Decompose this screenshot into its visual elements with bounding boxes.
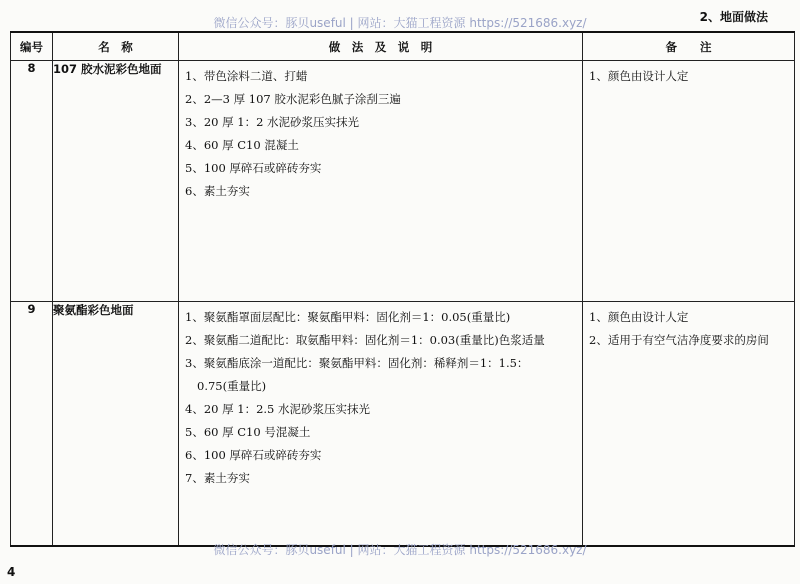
col-header-name: 名 称 (53, 32, 179, 61)
row-number: 9 (11, 302, 53, 547)
method-line: 4、20 厚 1：2.5 水泥砂浆压实抹光 (185, 402, 371, 416)
method-line: 0.75(重量比) (197, 379, 267, 393)
method-line: 3、20 厚 1：2 水泥砂浆压实抹光 (185, 115, 360, 129)
method-line: 6、素土夯实 (185, 184, 250, 198)
method-line: 5、100 厚碎石或碎砖夯实 (185, 161, 322, 175)
watermark-top: 微信公众号：豚贝useful | 网站：大猫工程资源 https://521686.xyz/ (213, 16, 587, 30)
note-line: 2、适用于有空气洁净度要求的房间 (589, 333, 769, 347)
notes-cell (583, 61, 795, 302)
method-line: 5、60 厚 C10 号混凝土 (185, 425, 311, 439)
method-line: 7、素土夯实 (185, 471, 250, 485)
table-row (11, 302, 795, 547)
col-header-method: 做 法 及 说 明 (179, 32, 583, 61)
notes-cell (583, 302, 795, 547)
row-name: 107 胶水泥彩色地面 (53, 61, 179, 302)
col-header-number: 编号 (11, 32, 53, 61)
page-number: 4 (7, 565, 16, 579)
method-line: 4、60 厚 C10 混凝土 (185, 138, 299, 152)
method-line: 1、聚氨酯罩面层配比：聚氨酯甲料：固化剂＝1：0.05(重量比) (185, 310, 511, 324)
method-cell (179, 61, 583, 302)
method-line: 1、带色涂料二道、打蜡 (185, 69, 308, 83)
method-line: 2、聚氨酯二道配比：取氨酯甲料：固化剂＝1：0.03(重量比)色浆适量 (185, 333, 545, 347)
method-cell (179, 302, 583, 547)
method-line: 6、100 厚碎石或碎砖夯实 (185, 448, 322, 462)
section-title: 2、地面做法 (699, 10, 768, 24)
note-line: 1、颜色由设计人定 (589, 69, 689, 83)
note-line: 1、颜色由设计人定 (589, 310, 689, 324)
construction-table (10, 31, 795, 547)
method-line: 2、2—3 厚 107 胶水泥彩色腻子涂刮三遍 (185, 92, 401, 106)
table-header-row (11, 32, 795, 61)
method-line: 3、聚氨酯底涂一道配比：聚氨酯甲料：固化剂：稀释剂＝1：1.5： (185, 356, 529, 370)
watermark-bottom: 微信公众号：豚贝useful | 网站：大猫工程资源 https://521686.xyz/ (213, 543, 587, 557)
row-number: 8 (11, 61, 53, 302)
row-name: 聚氨酯彩色地面 (53, 302, 179, 547)
col-header-notes: 备 注 (583, 32, 795, 61)
table-row (11, 61, 795, 302)
